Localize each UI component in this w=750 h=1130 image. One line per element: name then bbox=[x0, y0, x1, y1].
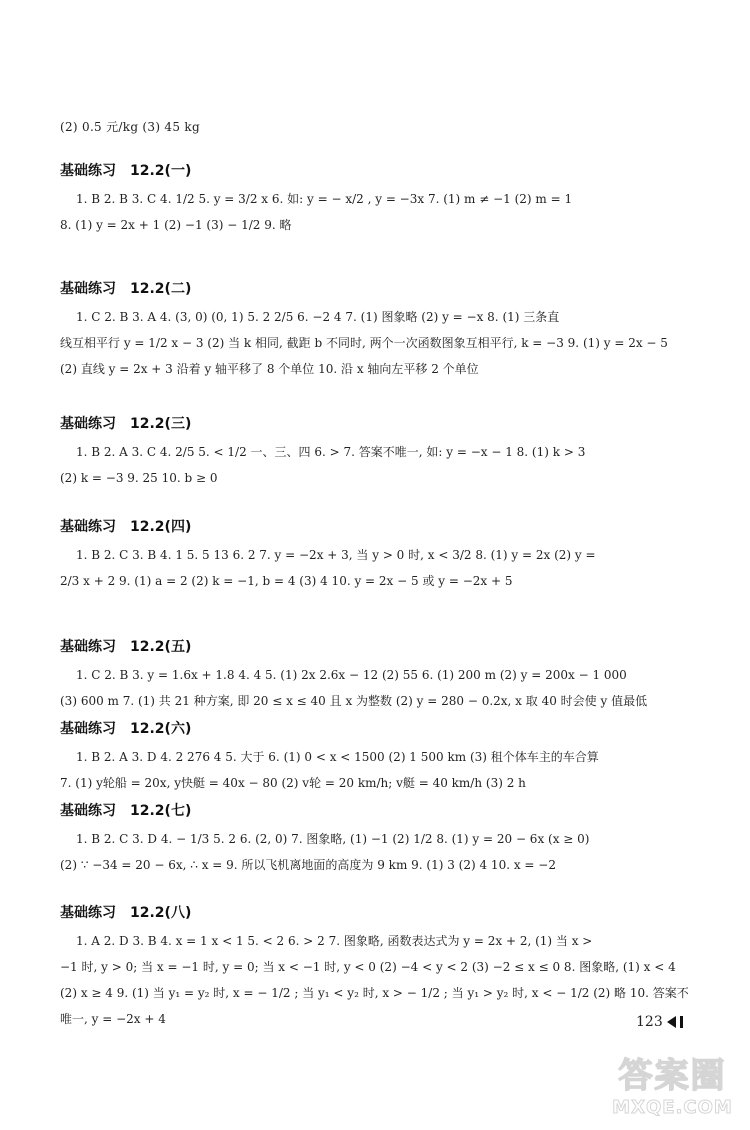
answer-line: 1. C 2. B 3. A 4. (3, 0) (0, 1) 5. 2 2/5 6. −2 4 7. (1) 图象略 (2) y = −x 8. (1) 三条直 bbox=[76, 310, 560, 324]
page-number-text: 123 bbox=[636, 1014, 663, 1030]
section-title: 基础练习 bbox=[60, 721, 116, 737]
section-title: 基础练习 bbox=[60, 803, 116, 819]
section-code: 12.2(一) bbox=[130, 163, 192, 179]
answer-line: (2) 直线 y = 2x + 3 沿着 y 轴平移了 8 个单位 10. 沿 x 轴向左平移 2 个单位 bbox=[60, 362, 479, 376]
answer-line: 1. B 2. A 3. C 4. 2/5 5. < 1/2 一、三、四 6. > 7. 答案不唯一, 如: y = −x − 1 8. (1) k > 3 bbox=[76, 445, 586, 459]
section-code: 12.2(七) bbox=[130, 803, 192, 819]
section-title: 基础练习 bbox=[60, 416, 116, 432]
watermark-badge: 答案圈 bbox=[618, 1055, 727, 1096]
answer-line: (2) ∵ −34 = 20 − 6x, ∴ x = 9. 所以飞机离地面的高度为 9 km 9. (1) 3 (2) 4 10. x = −2 bbox=[60, 858, 556, 872]
section-heading bbox=[60, 902, 700, 922]
section-title: 基础练习 bbox=[60, 639, 116, 655]
answer-line: 1. B 2. B 3. C 4. 1/2 5. y = 3/2 x 6. 如: y = − x/2 , y = −3x 7. (1) m ≠ −1 (2) m = 1 bbox=[76, 192, 573, 206]
watermark-url: MXQE.COM bbox=[612, 1096, 733, 1118]
answer-line: −1 时, y > 0; 当 x = −1 时, y = 0; 当 x < −1 时, y < 0 (2) −4 < y < 2 (3) −2 ≤ x ≤ 0 8. 图象略, (1) x < 4 bbox=[60, 960, 676, 974]
top-line: (2) 0.5 元/kg (3) 45 kg bbox=[60, 120, 200, 134]
answer-line: (2) x ≥ 4 9. (1) 当 y₁ = y₂ 时, x = − 1/2 ; 当 y₁ < y₂ 时, x > − 1/2 ; 当 y₁ > y₂ 时, x < − 1/2 (2) 略 10. 答案不 bbox=[60, 986, 689, 1000]
answer-line: (2) k = −3 9. 25 10. b ≥ 0 bbox=[60, 471, 218, 485]
section-code: 12.2(五) bbox=[130, 639, 192, 655]
section-title: 基础练习 bbox=[60, 905, 116, 921]
section-heading bbox=[60, 160, 700, 180]
bar-marker-icon bbox=[680, 1016, 683, 1028]
answer-section bbox=[60, 902, 700, 1026]
section-heading bbox=[60, 413, 700, 433]
answer-section bbox=[60, 636, 700, 708]
answer-section bbox=[60, 413, 700, 485]
answer-line: 1. C 2. B 3. y = 1.6x + 1.8 4. 4 5. (1) 2x 2.6x − 12 (2) 55 6. (1) 200 m (2) y = 200x − 1 000 bbox=[76, 668, 627, 682]
answer-section bbox=[60, 278, 700, 376]
answer-section bbox=[60, 718, 700, 790]
section-code: 12.2(四) bbox=[130, 519, 192, 535]
answer-section bbox=[60, 516, 700, 588]
triangle-marker-icon bbox=[667, 1016, 676, 1028]
section-title: 基础练习 bbox=[60, 163, 116, 179]
section-title: 基础练习 bbox=[60, 281, 116, 297]
section-code: 12.2(三) bbox=[130, 416, 192, 432]
section-heading bbox=[60, 278, 700, 298]
answer-line: 唯一, y = −2x + 4 bbox=[60, 1012, 166, 1026]
section-heading bbox=[60, 800, 700, 820]
watermark-logo bbox=[600, 1040, 745, 1125]
page-number bbox=[636, 1014, 683, 1030]
answer-line: 1. B 2. C 3. B 4. 1 5. 5 13 6. 2 7. y = −2x + 3, 当 y > 0 时, x < 3/2 8. (1) y = 2x (2) y = bbox=[76, 548, 596, 562]
section-code: 12.2(八) bbox=[130, 905, 192, 921]
answer-line: (3) 600 m 7. (1) 共 21 种方案, 即 20 ≤ x ≤ 40 且 x 为整数 (2) y = 280 − 0.2x, x 取 40 时会使 y 值最低 bbox=[60, 694, 648, 708]
answer-line: 1. A 2. D 3. B 4. x = 1 x < 1 5. < 2 6. > 2 7. 图象略, 函数表达式为 y = 2x + 2, (1) 当 x > bbox=[76, 934, 593, 948]
answer-line: 1. B 2. C 3. D 4. − 1/3 5. 2 6. (2, 0) 7. 图象略, (1) −1 (2) 1/2 8. (1) y = 20 − 6x (x ≥ 0) bbox=[76, 832, 590, 846]
answer-line: 7. (1) y轮船 = 20x, y快艇 = 40x − 80 (2) v轮 = 20 km/h; v艇 = 40 km/h (3) 2 h bbox=[60, 776, 526, 790]
section-code: 12.2(六) bbox=[130, 721, 192, 737]
answer-line: 1. B 2. A 3. D 4. 2 276 4 5. 大于 6. (1) 0 < x < 1500 (2) 1 500 km (3) 租个体车主的车合算 bbox=[76, 750, 599, 764]
section-heading bbox=[60, 636, 700, 656]
section-code: 12.2(二) bbox=[130, 281, 192, 297]
answer-line: 2/3 x + 2 9. (1) a = 2 (2) k = −1, b = 4 (3) 4 10. y = 2x − 5 或 y = −2x + 5 bbox=[60, 574, 513, 588]
section-heading bbox=[60, 516, 700, 536]
section-heading bbox=[60, 718, 700, 738]
answer-line: 8. (1) y = 2x + 1 (2) −1 (3) − 1/2 9. 略 bbox=[60, 218, 292, 232]
answer-section bbox=[60, 160, 700, 232]
answer-line: 线互相平行 y = 1/2 x − 3 (2) 当 k 相同, 截距 b 不同时, 两个一次函数图象互相平行, k = −3 9. (1) y = 2x − 5 bbox=[60, 336, 668, 350]
answer-section bbox=[60, 800, 700, 872]
section-title: 基础练习 bbox=[60, 519, 116, 535]
